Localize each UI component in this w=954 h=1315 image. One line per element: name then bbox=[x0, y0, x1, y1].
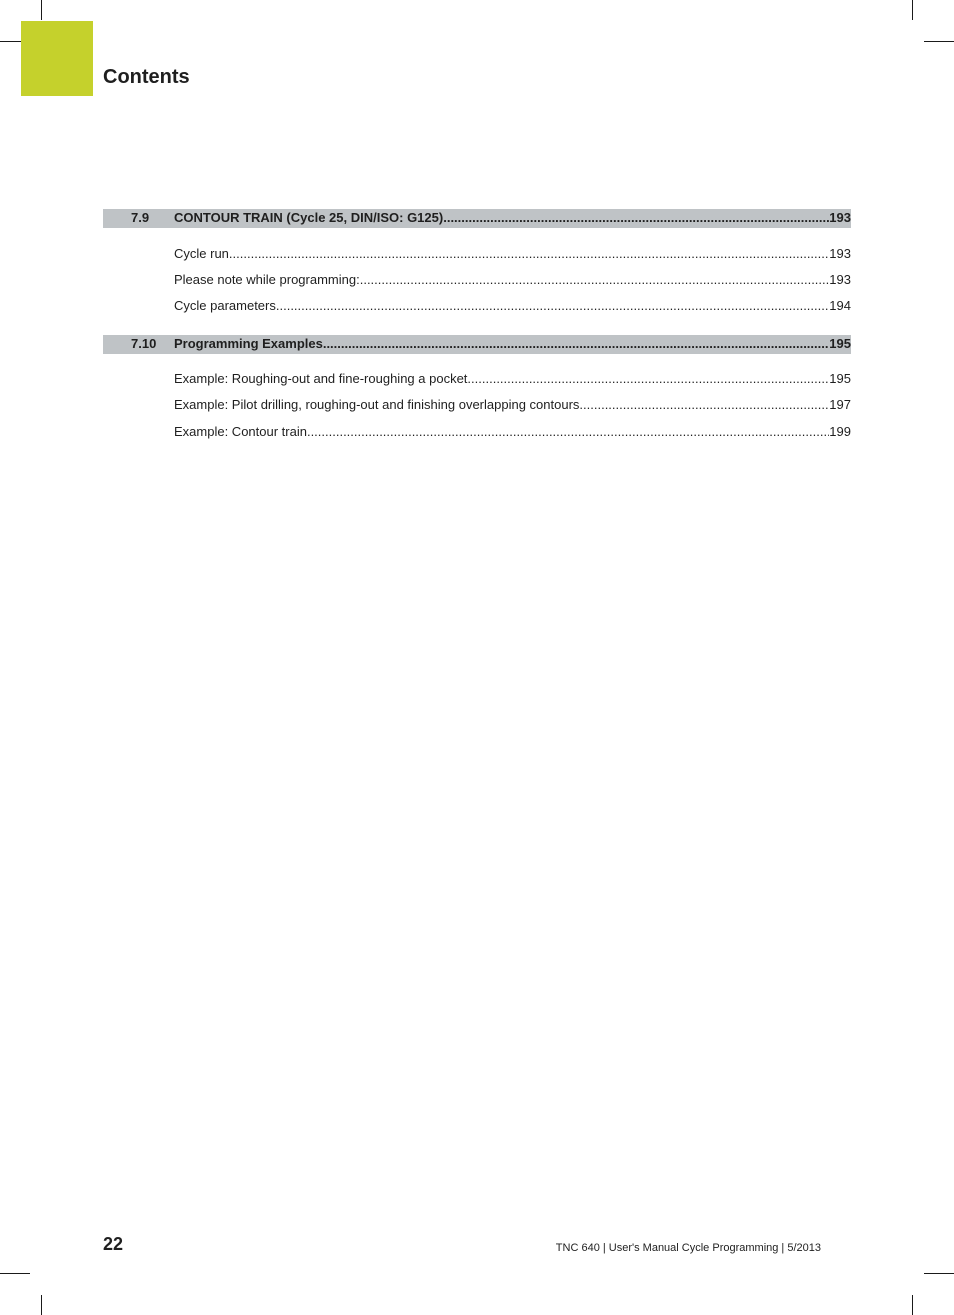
toc-entry[interactable] bbox=[174, 397, 851, 415]
footer-text: TNC 640 | User's Manual Cycle Programming | 5/2013 bbox=[555, 1242, 821, 1254]
accent-block bbox=[21, 21, 93, 96]
leader-dots bbox=[443, 210, 829, 225]
toc-entry[interactable] bbox=[174, 272, 851, 290]
toc-section-heading[interactable] bbox=[103, 209, 851, 228]
entry-page: 194 bbox=[829, 298, 851, 313]
crop-mark bbox=[912, 1295, 913, 1315]
toc-entry[interactable] bbox=[174, 246, 851, 264]
toc-section-heading[interactable] bbox=[103, 335, 851, 354]
section-title: CONTOUR TRAIN (Cycle 25, DIN/ISO: G125) bbox=[174, 210, 444, 225]
section-page: 195 bbox=[829, 336, 851, 351]
crop-mark bbox=[41, 1295, 42, 1315]
crop-mark bbox=[0, 1273, 30, 1274]
section-page: 193 bbox=[829, 210, 851, 225]
section-title: Programming Examples bbox=[174, 336, 323, 351]
leader-dots bbox=[323, 336, 829, 351]
entry-label: Cycle run bbox=[174, 246, 229, 261]
leader-dots bbox=[360, 272, 830, 290]
leader-dots bbox=[307, 424, 829, 442]
leader-dots bbox=[276, 298, 829, 316]
crop-mark bbox=[924, 1273, 954, 1274]
section-number: 7.9 bbox=[131, 210, 150, 225]
entry-page: 193 bbox=[829, 246, 851, 261]
entry-label: Example: Roughing-out and fine-roughing a pocket bbox=[174, 371, 468, 386]
entry-label: Example: Contour train bbox=[174, 424, 307, 439]
entry-label: Example: Pilot drilling, roughing-out and finishing overlapping contours bbox=[174, 397, 580, 412]
entry-page: 195 bbox=[829, 371, 851, 386]
entry-label: Please note while programming: bbox=[174, 272, 360, 287]
entry-page: 199 bbox=[829, 424, 851, 439]
section-number: 7.10 bbox=[131, 336, 157, 351]
entry-page: 197 bbox=[829, 397, 851, 412]
leader-dots bbox=[229, 246, 829, 264]
leader-dots bbox=[579, 397, 829, 415]
crop-mark bbox=[912, 0, 913, 20]
toc-entry[interactable] bbox=[174, 298, 851, 316]
entry-page: 193 bbox=[829, 272, 851, 287]
page-number: 22 bbox=[103, 1234, 124, 1254]
crop-mark bbox=[41, 0, 42, 20]
entry-label: Cycle parameters bbox=[174, 298, 276, 313]
leader-dots bbox=[467, 371, 829, 389]
toc-entry[interactable] bbox=[174, 424, 851, 442]
crop-mark bbox=[924, 41, 954, 42]
toc-entry[interactable] bbox=[174, 371, 851, 389]
page-title: Contents bbox=[103, 66, 190, 88]
